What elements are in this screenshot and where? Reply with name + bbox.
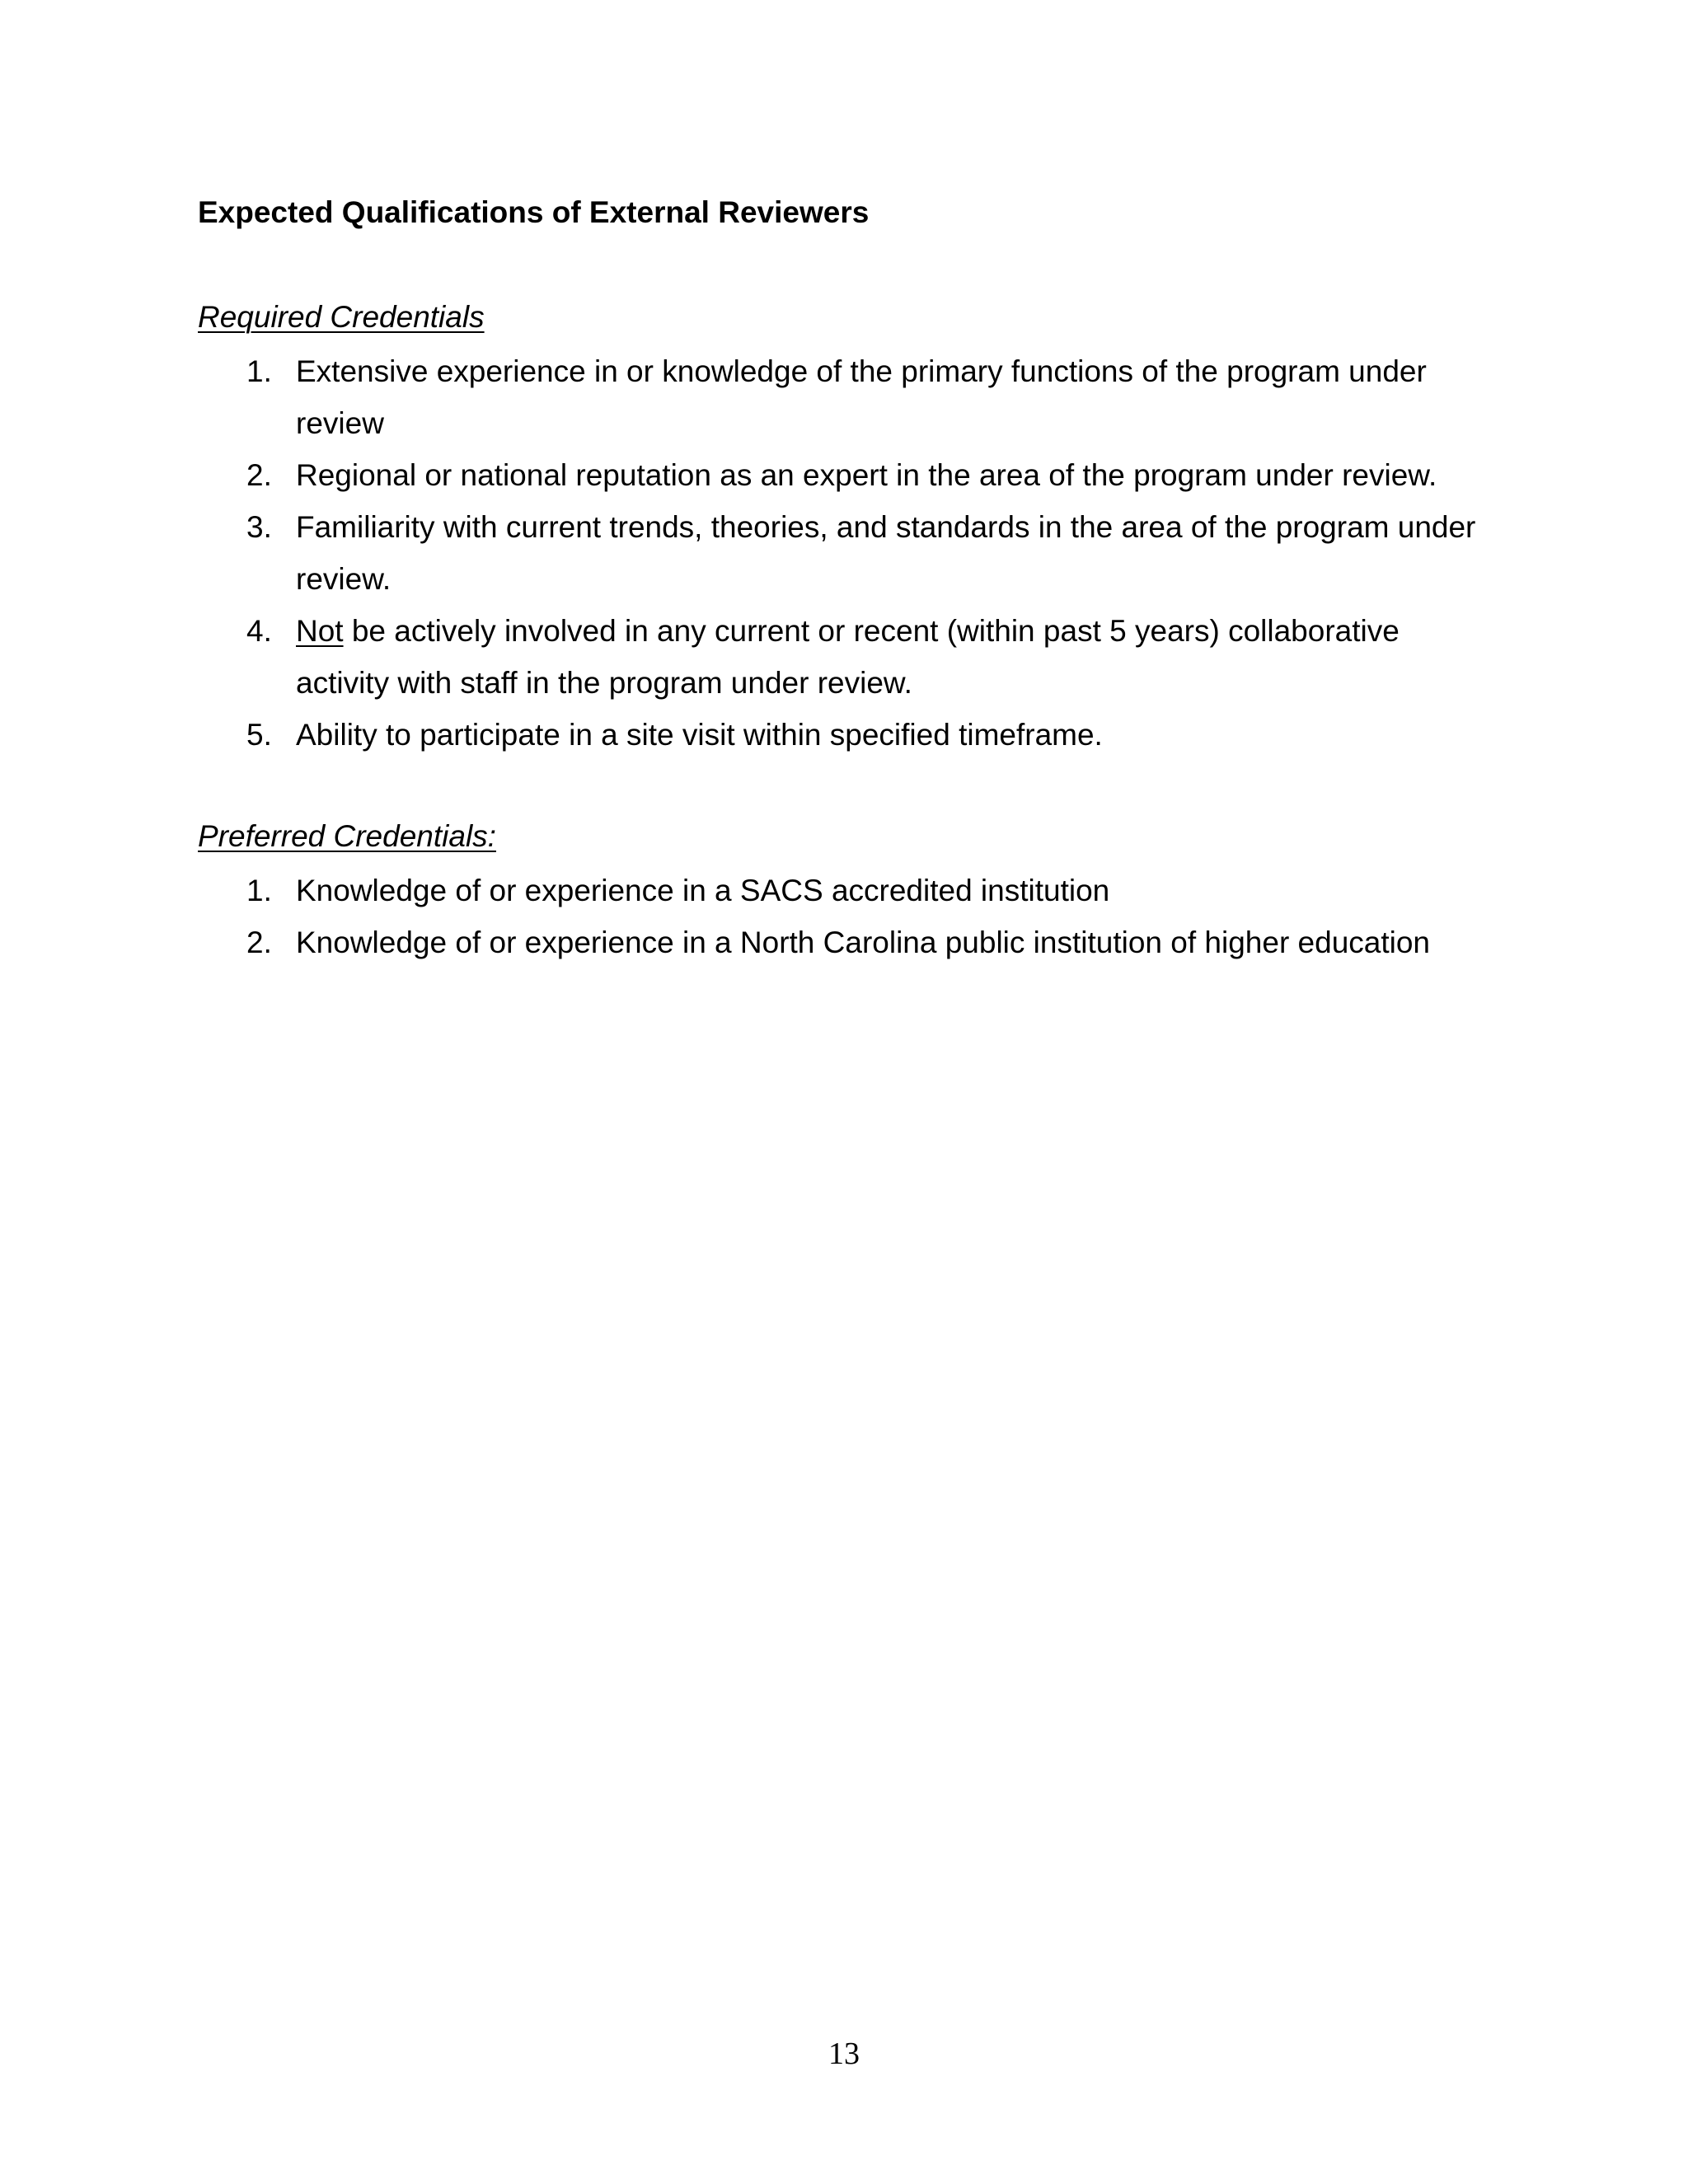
list-item-number: 5. [246, 718, 272, 752]
list-item [198, 916, 1484, 968]
page-number: 13 [828, 2036, 860, 2071]
list-item [198, 865, 1484, 916]
required-credentials-list [198, 345, 1484, 761]
list-item-number: 3. [246, 510, 272, 544]
list-item-number: 2. [246, 926, 272, 959]
required-credentials-title: Required Credentials [198, 300, 485, 334]
list-item [198, 345, 1484, 449]
list-item-number: 1. [246, 874, 272, 907]
list-item-text: Knowledge of or experience in a SACS accredited institution [296, 874, 1110, 907]
list-item-text: Ability to participate in a site visit within specified timeframe. [296, 718, 1103, 752]
list-item-number: 4. [246, 614, 272, 648]
emphasis-not: Not [296, 614, 344, 648]
list-item [198, 605, 1484, 709]
list-item [198, 709, 1484, 761]
list-item-text: Familiarity with current trends, theories, and standards in the area of the program under review. [296, 510, 1476, 596]
preferred-credentials-list [198, 865, 1484, 968]
list-item-text: Regional or national reputation as an expert in the area of the program under review. [296, 458, 1437, 492]
preferred-credentials-title: Preferred Credentials: [198, 819, 496, 853]
list-item-text: Extensive experience in or knowledge of the primary functions of the program under review [296, 354, 1427, 440]
list-item-text: Knowledge of or experience in a North Carolina public institution of higher education [296, 926, 1431, 959]
page-heading: Expected Qualifications of External Reviewers [198, 195, 870, 229]
list-item-number: 2. [246, 458, 272, 492]
list-item-text: be actively involved in any current or recent (within past 5 years) collaborative activity with staff in the program under review. [296, 614, 1400, 700]
list-item [198, 449, 1484, 501]
list-item [198, 501, 1484, 605]
list-item-number: 1. [246, 354, 272, 388]
